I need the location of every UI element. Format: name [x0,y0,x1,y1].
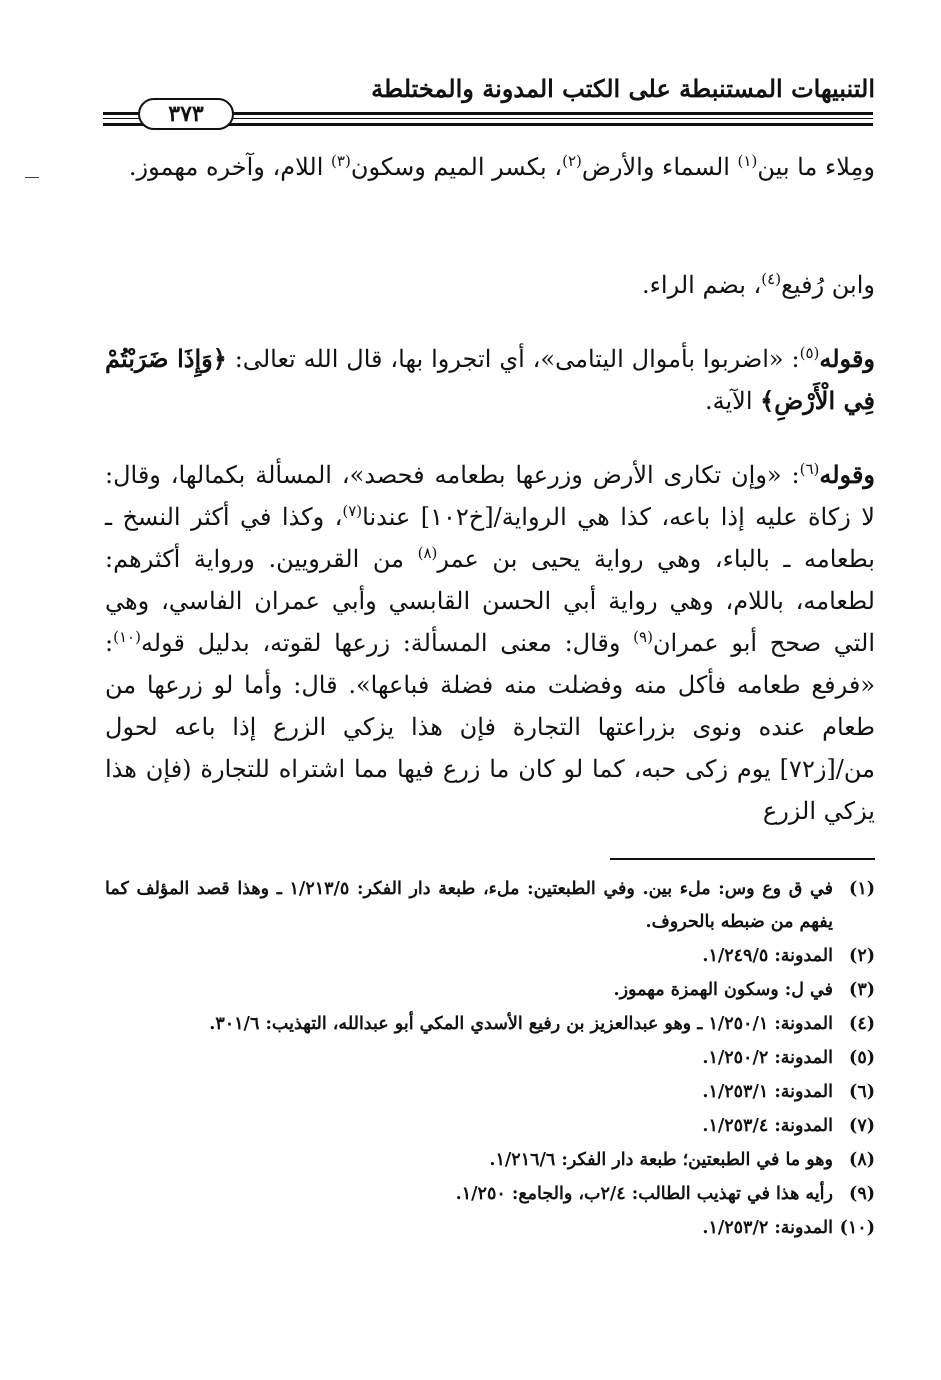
paragraph-text: ومِلاء ما بين [757,153,875,181]
footnote-4 [105,1008,875,1041]
footnote-text: المدونة: ١/٢٥٠/٢. [702,1048,833,1068]
footnote-number: (١) [849,879,875,899]
footnote-text: وهو ما في الطبعتين؛ طبعة دار الفكر: ١/٢١٦/٦. [489,1150,833,1170]
paragraph-text: ، بضم الراء. [642,271,762,299]
footnote-6 [105,1076,875,1109]
paragraph-text: : «فرفع طعامه فأكل منه وفضلت منه فضلة فباعها». قال: وأما لو زرعها من طعام عنده ونوى بزراعتها التجارة فإن هذا يزكي الزرع إذا باعه لحول من/[ز٧٢] يوم زكى حبه، كما لو كان ما زرع فيها مما اشتراه للتجارة (فإن هذا يزكي الزرع [105,629,875,825]
footnote-text: المدونة: ١/٢٥٣/٤. [702,1116,833,1136]
footnote-text: المدونة: ١/٢٥٣/١. [702,1082,833,1102]
footnote-number: (٥) [849,1048,875,1068]
paragraph-text: : «اضربوا بأموال اليتامى»، أي اتجروا بها، قال الله تعالى: [226,345,800,373]
paragraph-text: ، بكسر الميم وسكون [350,153,563,181]
paragraph-text: : «وإن تكارى الأرض وزرعها بطعامه فحصد»، المسألة بكمالها، وقال: لا زكاة عليه إذا باعه، كذا هي الرواية/[خ١٠٢] عندنا [105,461,875,531]
paragraph-text: السماء والأرض [581,153,738,181]
footnote-number: (٧) [849,1116,875,1136]
footnote-10 [105,1212,875,1245]
paragraph-1 [105,146,875,188]
footnote-text: المدونة: ١/٢٥٣/٢. [702,1218,833,1238]
paragraph-text: ، وكذا في أكثر النسخ ـ بطعامه ـ بالباء، وهي رواية يحيى بن عمر [105,503,875,573]
footnote-ref-6[interactable]: (٦) [799,460,820,478]
footnote-ref-5[interactable]: (٥) [799,344,820,362]
footnote-number: (٦) [849,1082,875,1102]
footnote-number: (١٠) [839,1218,875,1238]
footnote-text: المدونة: ١/٢٤٩/٥. [702,946,833,966]
footnote-number: (٢) [849,946,875,966]
footnote-ref-10[interactable]: (١٠) [113,628,141,646]
footnote-number: (٤) [849,1014,875,1034]
paragraph-3 [105,338,875,422]
footnote-ref-8[interactable]: (٨) [417,544,438,562]
footnote-separator [610,858,875,860]
running-title: التنبيهات المستنبطة على الكتب المدونة والمختلطة [371,74,875,103]
footnotes [105,873,875,1246]
footnote-9 [105,1178,875,1211]
lead-word: وقوله [819,344,876,373]
footnote-number: (٩) [849,1184,875,1204]
quran-verse: ﴿وَإِذَا ضَرَبْتُمْ فِي الْأَرْضِ﴾ [105,344,875,415]
footnote-text: في ق وع وس: ملء بين. وفي الطبعتين: ملء، طبعة دار الفكر: ١/٢١٣/٥ ـ وهذا قصد المؤلف كما يفهم من ضبطه بالحروف. [105,879,833,932]
footnote-text: رأيه هذا في تهذيب الطالب: ٢/٤ب، والجامع: ١/٢٥٠. [455,1184,833,1204]
footnote-number: (٣) [849,980,875,1000]
footnote-ref-4[interactable]: (٤) [761,270,782,288]
footnote-7 [105,1110,875,1143]
paragraph-text: من القرويين. ورواية أكثرهم: لطعامه، باللام، وهي رواية أبي الحسن القابسي وأبي عمران الفاسي، وهي التي صحح أبو عمران [105,545,876,657]
margin-mark [25,177,39,178]
footnote-1 [105,873,875,939]
paragraph-4 [105,454,875,832]
footnote-text: المدونة: ١/٢٥٠/١ ـ وهو عبدالعزيز بن رفيع الأسدي المكي أبو عبدالله، التهذيب: ٣٠١/٦. [209,1014,833,1034]
footnote-8 [105,1144,875,1177]
lead-word: وقوله [819,460,875,489]
footnote-ref-7[interactable]: (٧) [342,502,363,520]
footnote-ref-9[interactable]: (٩) [633,628,653,646]
paragraph-text: وابن رُفيع [781,271,875,299]
footnote-ref-2[interactable]: (٢) [562,152,582,170]
paragraph-text: وقال: معنى المسألة: زرعها لقوته، بدليل قوله [140,629,634,657]
footnote-5 [105,1042,875,1075]
paragraph-text: اللام، وآخره مهموز. [128,153,332,181]
paragraph-text: الآية. [704,387,761,415]
footnote-2 [105,940,875,973]
footnote-3 [105,974,875,1007]
footnote-text: في ل: وسكون الهمزة مهموز. [613,980,833,1000]
footnote-ref-1[interactable]: (١) [737,152,758,170]
paragraph-2 [105,264,875,306]
footnote-ref-3[interactable]: (٣) [331,152,351,170]
page-number-badge: ٣٧٣ [138,98,234,130]
footnote-number: (٨) [849,1150,875,1170]
